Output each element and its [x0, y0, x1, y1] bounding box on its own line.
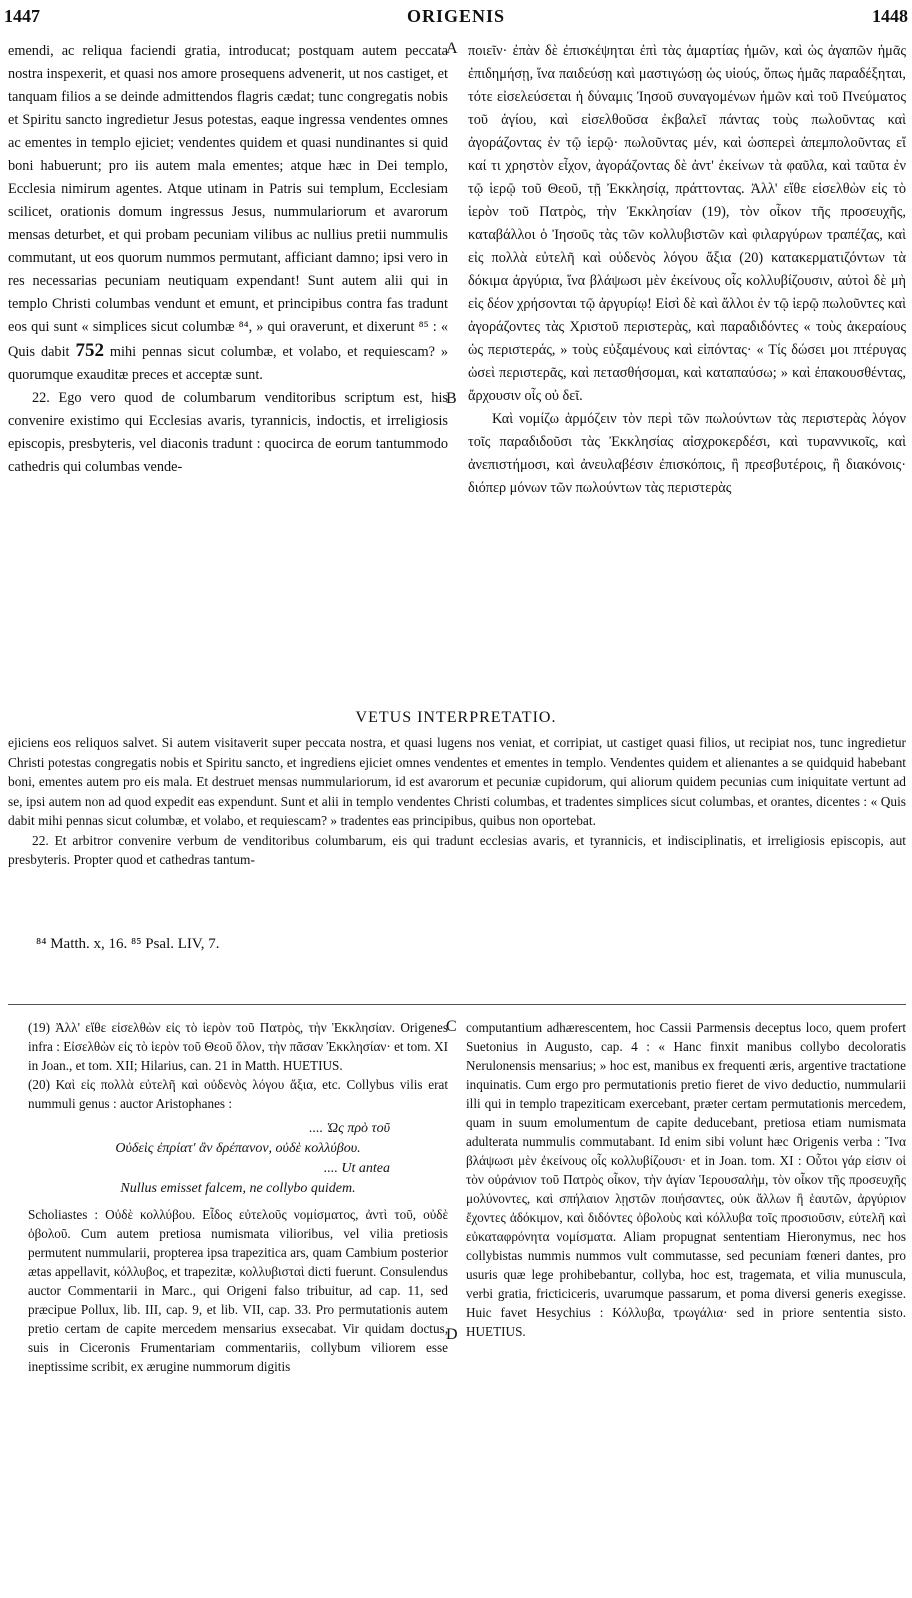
- verse-line-3: .... Ut antea: [323, 1161, 390, 1176]
- note-20: (20) Καὶ εἰς πολλὰ εὐτελῆ καὶ οὐδενὸς λόγου ἄξια, etc. Collybus vilis erat nummuli genus : auctor Aristophanes :: [28, 1077, 448, 1111]
- greek-para1: ποιεῖν· ἐπὰν δὲ ἐπισκέψηται ἐπὶ τὰς ἁμαρτίας ἡμῶν, καὶ ὡς ἀγαπῶν ἡμᾶς ἐπιδημήσῃ, ἵνα παιδεύσῃ καὶ μαστιγώσῃ ὡς υἱούς, ὅπως ἡμᾶς παραδέξηται, τότε εἰσελεύσεται ἡ δύναμις Ἰησοῦ συναγομένων ἡμῶν καὶ τοῦ Πνεύματος τοῦ ἁγίου, καὶ εἰσελθοῦσα ἐκβαλεῖ πάντας τοὺς πωλοῦντας καὶ ἀγοράζοντας ἐν τῷ ἱερῷ· πωλοῦντας μέν, καὶ ὡσπερεὶ ἀπεμπολοῦντας εἴ καί τι χρηστὸν εἶχον, ἀγοράζοντας δὲ ἀντ' ἐκείνων τὰ φαῦλα, καὶ ταῦτα ἐν τῷ ἱερῷ τοῦ Θεοῦ, τῇ Ἐκκλησίᾳ, πράττοντας. Ἀλλ' εἴθε εἰσελθὼν εἰς τὸ ἱερὸν τοῦ Πατρὸς, τὴν Ἐκκλησίαν (19), τὸν οἶκον τῆς προσευχῆς, καταβάλλοι ὁ Ἰησοῦς τὰς τῶν κολλυβιστῶν καὶ φιλαργύρων τραπέζας, καὶ εἰς πολλὰ εὐτελῆ καὶ οὐδενὸς λόγου ἄξια (20) κατακερματιζόντων τὰ δόκιμα ἀργύρια, ἵνα βλάψωσι μὲν ἐκείνους οἷς κολλυβίζουσιν, αὐτοὶ δὲ μὴ εἰς δέον χρήσονται τῷ ἀργυρίῳ! Εἰσὶ δὲ καὶ ἄλλοι ἐν τῷ ἱερῷ πωλοῦντες καὶ ἀγοράζοντες τὰς Χριστοῦ περιστερὰς, καὶ παραδιδόντες « τοὺς ἀκεραίους ὡς περιστεράς, » τοὺς εὐξαμένους καὶ εἰπόντας· « Τίς δώσει μοι πτέρυγας ὡσεὶ περιστερᾶς, καὶ πετασθήσομαι, καὶ καταπαύσω; » καὶ ἐπακουσθέντας, ἄρχουσιν οἷς οὐ δεῖ.: [468, 43, 906, 404]
- margin-marker-c: C: [446, 1018, 457, 1035]
- latin-para1-b: mihi pennas sicut columbæ, et volabo, et requiescam? » quorumque exauditæ preces et acceptæ sunt.: [8, 344, 448, 383]
- greek-text-column: [468, 40, 906, 500]
- note-continuation: computantium adhærescentem, hoc Cassii Parmensis deceptus loco, quem profert Suetonius in Augusto, cap. 4 : « Hanc finxit manibus collybo decoloratis Nerulonensis mensarius; » hoc est, manibus ex frequenti æris, argentive tractatione inquinatis. Cum ergo pro permutationis pretio fieret de vivo deductio, nummularii illi qui in templo trapeziticam exercebant, præter certam permutationis mercedem, quam in suum emolumentum de capite deducebant, pretiosa etiam numismata adulterata nummulis commutabant. Id enim sibi volunt hæc Origenis verba : Ἵνα βλάψωσι μὲν ἐκείνους οἷς κολλυβίζουσι· et in Joan. tom. XI : Οὗτοι γάρ εἰσιν οἱ τὸν οὐράνιον τοῦ Πατρὸς οἶκον, τὴν ἁγίαν Ἱερουσαλὴμ, τὸν οἶκον τῆς προσευχῆς μολύνοντες, καὶ σπήλαιον λῃστῶν ποιήσαντες, οὐκ ἄλλων ἢ ἑαυτῶν, ἀργύριον ἔχοντες ἀδόκιμον, καὶ διδόντες ὀβολοὺς καὶ κόλλυβα τοῖς προσιοῦσιν, εὐτελῆ καὶ εὐκαταφρόνητα νομίσματα. Aliam propugnat sententiam Hieronymus, nec hos collybistas nummis nummos vult commutasse, sed pecuniam fœneri dantes, pro usuris quæ lege prohibebantur, collyba, hoc est, tragemata, et vilia munuscula, verbi gratia, fricticiceris, uvarumque passarum, et poma diversi generis exegisse. Huic favet Hesychius : Κόλλυβα, τρωγάλια· sed in priore sententia sisto. HUETIUS.: [466, 1020, 906, 1339]
- verse-line-1: .... Ὡς πρὸ τοῦ: [309, 1121, 390, 1136]
- latin-para2: 22. Ego vero quod de columbarum venditoribus scriptum est, his convenire existimo qui Ecclesias avaris, tyrannicis, indoctis, et irreligiosis episcopis, presbyteris, vel diaconis tradunt : quocirca de eorum tantummodo cathedris qui columbas vende-: [8, 390, 448, 475]
- page-number-right: 1448: [872, 6, 908, 26]
- vetus-para1: ejiciens eos reliquos salvet. Si autem visitaverit super peccata nostra, et quasi lugens nos veniat, et corripiat, ut castiget quasi filios, ut recipiat nos, tunc ingredietur Christi potestas congregatis nobis et Spiritu sancto, et ingrediens ejiciet omnes vendentes et ementes in templo. Vendentes quidem et alienantes a se quidquid habebant boni, ementes autem pro eis mala. Et destruet mensas nummulariorum, id est avarorum et pecuniæ cupidorum, qui aliorum quidem pecunias cum iniquitate vertunt ad se, ipsi autem non ad quod expedit eas expendunt. Sunt et alii in templo vendentes Christi columbas, et tradentes simplices sicut columbas, et orantes, dicentes : « Quis dabit mihi pennas sicut columbæ, et volabo, et requiescam? » tradentes eas principibus, quibus non oportebat.: [8, 735, 906, 828]
- vetus-interpretatio-text: [8, 733, 906, 870]
- margin-marker-d: D: [446, 1326, 458, 1343]
- notes-divider: [8, 1004, 906, 1005]
- notes-left-column: [28, 1018, 448, 1376]
- vetus-para2: 22. Et arbitror convenire verbum de venditoribus columbarum, eis qui tradunt ecclesias avaris, et tyrannicis, et indisciplinatis, et irreligiosis episcopis, aut presbyteris. Propter quod et cathedras tantum-: [8, 832, 906, 867]
- margin-marker-b: B: [446, 390, 457, 407]
- greek-para2: Καὶ νομίζω ἁρμόζειν τὸν περὶ τῶν πωλούντων τὰς περιστερὰς λόγον τοῖς παραδιδοῦσι τὰς Ἐκκλησίας αἰσχροκερδέσι, καὶ τυραννικοῖς, καὶ ἀνεπιστήμοσι, καὶ ἀνευλαβέσιν ἐπισκόποις, ἢ πρεσβυτέροις, ἢ διακόνοις· διόπερ μόνων τῶν πωλούντων τὰς περιστερὰς: [468, 411, 906, 496]
- latin-text-column: [8, 40, 448, 479]
- aristophanes-verse: [28, 1119, 448, 1199]
- notes-right-column: [466, 1018, 906, 1341]
- page-header: [4, 6, 908, 32]
- page-number-left: 1447: [4, 6, 40, 26]
- scripture-footnotes: ⁸⁴ Matth. x, 16. ⁸⁵ Psal. LIV, 7.: [36, 936, 220, 952]
- note-19: (19) Ἀλλ' εἴθε εἰσελθὼν εἰς τὸ ἱερὸν τοῦ Πατρὸς, τὴν Ἐκκλησίαν. Origenes infra : Εἰσελθὼν εἰς τὸ ἱερὸν τοῦ Θεοῦ ὅλον, τὴν πᾶσαν Ἐκκλησίαν· et tom. XI in Joan., et tom. XII; Hilarius, can. 21 in Matth. HUETIUS.: [28, 1020, 448, 1073]
- latin-para1-a: emendi, ac reliqua faciendi gratia, introducat; postquam autem peccata nostra inspexerit, et quasi nos amore prosequens advenerit, ut nos castiget, et tanquam filios a se deinde admittendos flagris cædat; tunc congregatis nobis et Spiritu sancto ingredietur Jesus potestas, eaque ingressa vendentes omnes ac ementes in templo ejiciet; vendentes quidem et quasi nundinantes si quid boni habuerunt; pro iis autem mala ementes; atque hæc in Dei templo, Ecclesia nimirum agentes. Atque utinam in Patris sui templum, Ecclesiam scilicet, orationis domum ingressus Jesus, nummulariorum et avarorum mensas deturbet, et qui probam pecuniam vilibus ac nullius pretii nummulis commutant, ut eos quorum nummos permutant, afficiant damno; ipsi vero in res necessarias pecuniam neutiquam expendant! Sunt autem alii qui in templo Christi columbas vendunt et emunt, et principibus contra fas tradunt eos qui sunt « simplices sicut columbæ ⁸⁴, » qui oraverunt, et dixerunt ⁸⁵ : « Quis dabit: [8, 43, 448, 360]
- verse-line-2: Οὐδεὶς ἐπρίατ' ἂν δρέπανον, οὐδὲ κολλύβου.: [115, 1141, 361, 1156]
- verse-line-4: Nullus emisset falcem, ne collybo quidem.: [120, 1181, 356, 1196]
- scholiastes-note: Scholiastes : Οὐδὲ κολλύβου. Εἶδος εὐτελοῦς νομίσματος, ἀντὶ τοῦ, οὐδὲ ὀβολοῦ. Cum autem pretiosa numismata vilioribus, vel vilia pretiosis permutent nummularii, propterea ipsa trapezitica ars, quam Cambium posterior ætas appellavit, κόλλυβος, et trapezitæ, κολλυβισταὶ dicti fuerunt. Consulendus auctor Commentarii in Marc., qui Origeni falso tribuitur, ad cap. 11, sed præcipue Pollux, lib. III, cap. 9, et lib. VII, cap. 33. Pro permutationis autem pretio certam de capite mercedem mensarius exsecabat. Vir quidam doctus, suis in Ciceronis Frumentariam commentariis, collybum viliorem esse ineptissime scribit, ex ærugine nummorum digitis: [28, 1207, 448, 1374]
- vetus-interpretatio-heading: VETUS INTERPRETATIO.: [355, 709, 557, 726]
- column-number: 752: [75, 340, 104, 361]
- running-title: ORIGENIS: [406, 6, 506, 26]
- margin-marker-a: A: [446, 40, 458, 57]
